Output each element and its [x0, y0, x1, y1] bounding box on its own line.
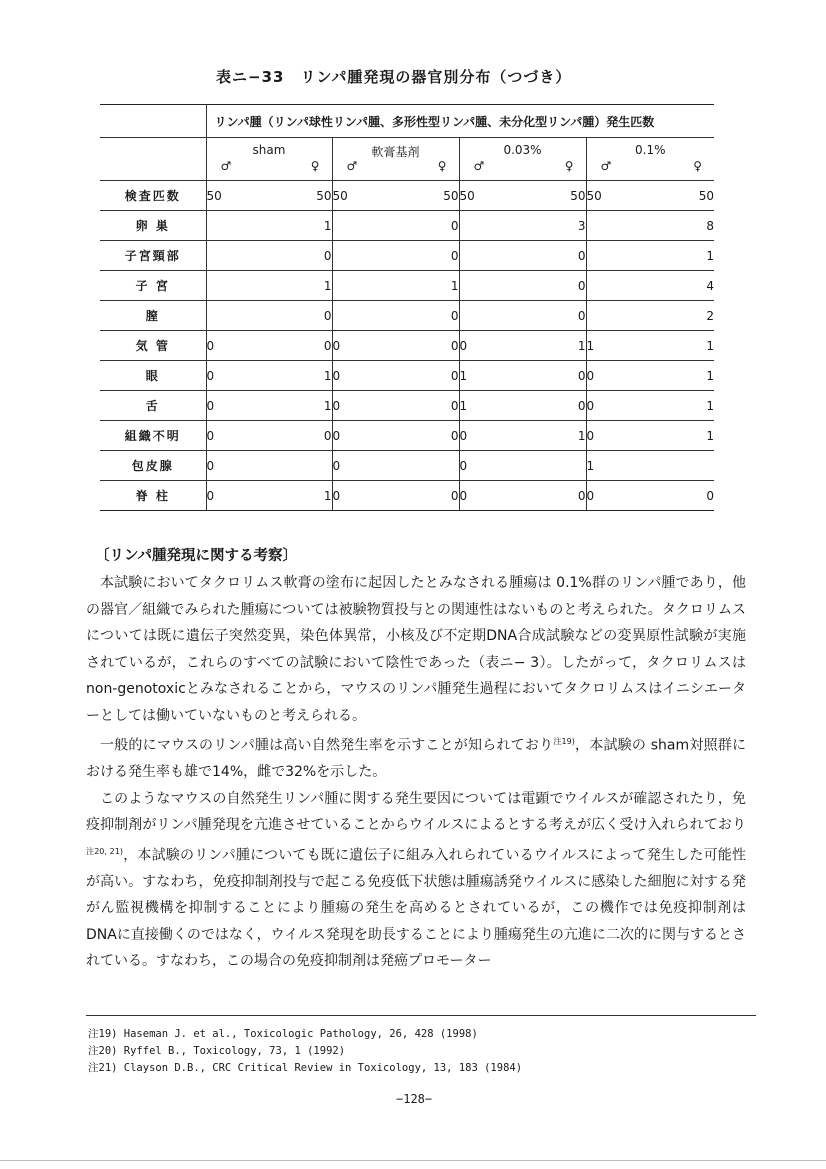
footnote: 注20) Ryffel B., Toxicology, 73, 1 (1992)	[88, 1045, 346, 1057]
group-header-003	[459, 138, 586, 181]
table-cell: 3	[522, 211, 586, 241]
table-cell	[459, 301, 522, 331]
paragraph-text: ，本試験のリンパ腫についても既に遺伝子に組み入れられているウイルスによって発生した可能性が高い。すなわち，免疫抑制剤投与で起こる免疫低下状態は腫瘍誘発ウイルスに感染した細胞に対する発がん監視機構を抑制することにより腫瘍の発生を高めるとされているが，この機作では免疫抑制剤は DNAに直接働くのではなく，ウイルス発現を助長することにより腫瘍発生の亢進に二次的に関与するとされている。すなわち，この場合の免疫抑制剤は発癌プロモーター	[86, 847, 746, 970]
table-cell	[206, 301, 269, 331]
table-body	[100, 181, 714, 511]
table-cell	[459, 241, 522, 271]
table-title: 表ニ−33 リンパ腫発現の器官別分布（つづき）	[216, 68, 572, 86]
table-cell: 1	[650, 331, 714, 361]
table-cell: 0	[522, 241, 586, 271]
table-cell: 50	[522, 181, 586, 211]
table-cell: 1	[269, 271, 332, 301]
table-cell: 1	[650, 421, 714, 451]
section-heading: 〔リンパ腫発現に関する考察〕	[95, 548, 297, 564]
table-cell	[332, 301, 395, 331]
table-cell: 0	[332, 481, 395, 511]
male-symbol: ♂	[346, 159, 358, 173]
male-symbol: ♂	[473, 159, 485, 173]
row-label: 舌	[100, 391, 206, 421]
table-cell: 8	[650, 211, 714, 241]
table-cell: 1	[269, 481, 332, 511]
table-cell: 0	[395, 421, 459, 451]
table-cell: 1	[522, 331, 586, 361]
table-cell: 1	[269, 211, 332, 241]
table-cell: 0	[206, 331, 269, 361]
table-cell: 0	[459, 421, 522, 451]
table-cell: 50	[206, 181, 269, 211]
table-cell: 0	[586, 481, 650, 511]
table-cell: 1	[459, 391, 522, 421]
table-cell: 0	[206, 451, 269, 481]
footnote: 注19) Haseman J. et al., Toxicologic Pathology, 26, 428 (1998)	[88, 1028, 478, 1040]
table-cell	[206, 271, 269, 301]
table-cell	[586, 241, 650, 271]
table-cell: 50	[269, 181, 332, 211]
footnote-ref: 注19)	[553, 737, 575, 746]
table-cell: 1	[269, 391, 332, 421]
table-cell: 0	[269, 421, 332, 451]
table-cell: 0	[586, 391, 650, 421]
table-cell	[206, 241, 269, 271]
table-cell: 0	[395, 331, 459, 361]
table-cell: 0	[395, 481, 459, 511]
page-number: −128−	[396, 1092, 433, 1106]
table-row	[100, 451, 714, 481]
row-label: 眼	[100, 361, 206, 391]
table-row	[100, 391, 714, 421]
table-cell	[332, 271, 395, 301]
table-cell: 0	[395, 391, 459, 421]
table-cell	[586, 271, 650, 301]
row-label: 卵 巣	[100, 211, 206, 241]
table-cell: 0	[522, 301, 586, 331]
group-header-01	[586, 138, 714, 181]
group-name: 0.03%	[503, 143, 542, 157]
table-cell	[395, 451, 459, 481]
table-row	[100, 181, 714, 211]
table-cell: 0	[332, 361, 395, 391]
table-cell: 50	[650, 181, 714, 211]
paragraph	[86, 786, 746, 975]
table-cell: 0	[522, 391, 586, 421]
table-cell: 50	[586, 181, 650, 211]
group-name: 0.1%	[635, 143, 666, 157]
table-row	[100, 331, 714, 361]
row-label: 子 宮	[100, 271, 206, 301]
table-cell: 1	[269, 361, 332, 391]
table-cell: 0	[586, 361, 650, 391]
table-cell: 0	[459, 451, 522, 481]
table-cell: 0	[206, 481, 269, 511]
table-cell: 0	[522, 481, 586, 511]
table-row	[100, 211, 714, 241]
table-cell: 0	[522, 361, 586, 391]
table-cell: 0	[206, 421, 269, 451]
paragraph-text: このようなマウスの自然発生リンパ腫に関する発生要因については電顕でウイルスが確認されたり，免疫抑制剤がリンパ腫発現を亢進させていることからウイルスによるとする考えが広く受け入れられており	[86, 790, 746, 834]
row-label: 気 管	[100, 331, 206, 361]
table-cell	[332, 241, 395, 271]
table-cell	[586, 211, 650, 241]
table-cell	[586, 301, 650, 331]
female-symbol: ♀	[437, 159, 447, 173]
lymphoma-distribution-table	[100, 104, 714, 511]
paragraph-text: ，本試験の sham対照群における発生率も雄で14%，雌で32%を示した。	[86, 737, 746, 781]
table-cell: 0	[206, 361, 269, 391]
table-cell	[650, 451, 714, 481]
header-empty-cell	[100, 105, 206, 138]
table-cell: 0	[332, 421, 395, 451]
footnote-ref: 注20, 21)	[86, 846, 123, 856]
footnote-divider	[86, 1015, 756, 1016]
table-row	[100, 421, 714, 451]
table-cell	[459, 271, 522, 301]
table-cell	[332, 211, 395, 241]
female-symbol: ♀	[693, 159, 703, 173]
table-caption: リンパ腫（リンパ球性リンパ腫、多形性型リンパ腫、未分化型リンパ腫）発生匹数	[206, 105, 714, 138]
footnotes	[88, 1026, 522, 1077]
table-cell: 1	[586, 451, 650, 481]
table-cell: 0	[269, 241, 332, 271]
table-cell: 0	[586, 421, 650, 451]
table-cell: 1	[650, 391, 714, 421]
group-name: 軟膏基剤	[371, 145, 420, 159]
table-cell: 0	[395, 301, 459, 331]
table-cell: 0	[269, 331, 332, 361]
row-label: 包皮腺	[100, 451, 206, 481]
table-cell: 4	[650, 271, 714, 301]
table-cell: 1	[395, 271, 459, 301]
table-cell: 1	[459, 361, 522, 391]
row-label: 子宮頸部	[100, 241, 206, 271]
table-cell: 50	[332, 181, 395, 211]
row-label: 膣	[100, 301, 206, 331]
table-cell: 1	[650, 361, 714, 391]
header-empty-cell	[100, 138, 206, 181]
table-row	[100, 361, 714, 391]
table-cell: 0	[395, 361, 459, 391]
table-cell: 2	[650, 301, 714, 331]
table-cell	[459, 211, 522, 241]
table-cell: 0	[332, 331, 395, 361]
row-label: 脊 柱	[100, 481, 206, 511]
table-cell: 50	[395, 181, 459, 211]
table-cell: 0	[395, 211, 459, 241]
female-symbol: ♀	[310, 159, 320, 173]
paragraph	[86, 729, 746, 786]
table-row	[100, 481, 714, 511]
table-cell: 0	[459, 481, 522, 511]
table-cell: 0	[269, 301, 332, 331]
discussion-body	[86, 570, 746, 975]
row-label: 検査匹数	[100, 181, 206, 211]
female-symbol: ♀	[564, 159, 574, 173]
table-cell	[269, 451, 332, 481]
table-cell	[522, 451, 586, 481]
table-cell: 0	[395, 241, 459, 271]
paragraph	[86, 570, 746, 729]
scan-edge-line	[0, 1160, 826, 1161]
table-cell	[206, 211, 269, 241]
table-row	[100, 301, 714, 331]
group-header-sham	[206, 138, 332, 181]
row-label: 組織不明	[100, 421, 206, 451]
group-header-vehicle	[332, 138, 459, 181]
table-row	[100, 241, 714, 271]
male-symbol: ♂	[600, 159, 612, 173]
table-cell: 50	[459, 181, 522, 211]
male-symbol: ♂	[220, 159, 232, 173]
table-cell: 1	[650, 241, 714, 271]
paragraph-text: 本試験においてタクロリムス軟膏の塗布に起因したとみなされる腫瘍は 0.1%群のリンパ腫であり，他の器官／組織でみられた腫瘍については被験物質投与との関連性はないものと考えられた。タクロリムスについては既に遺伝子突然変異，染色体異常，小核及び不定期DNA合成試験などの変異原性試験が実施されているが，これらのすべての試験において陰性であった（表ニ− 3）。したがって，タクロリムスは non-genotoxicとみなされることから，マウスのリンパ腫発生過程においてタクロリムスはイニシエーターとしては働いていないものと考えられる。	[86, 575, 746, 724]
table-cell: 0	[332, 391, 395, 421]
footnote: 注21) Clayson D.B., CRC Critical Review in Toxicology, 13, 183 (1984)	[88, 1062, 523, 1074]
paragraph-text: 一般的にマウスのリンパ腫は高い自然発生率を示すことが知られており	[100, 737, 554, 754]
group-name: sham	[252, 143, 286, 157]
table-cell: 0	[332, 451, 395, 481]
table-row	[100, 271, 714, 301]
table-cell: 1	[586, 331, 650, 361]
table-cell: 0	[650, 481, 714, 511]
table-cell: 0	[459, 331, 522, 361]
table-cell: 0	[522, 271, 586, 301]
table-cell: 0	[206, 391, 269, 421]
table-cell: 1	[522, 421, 586, 451]
